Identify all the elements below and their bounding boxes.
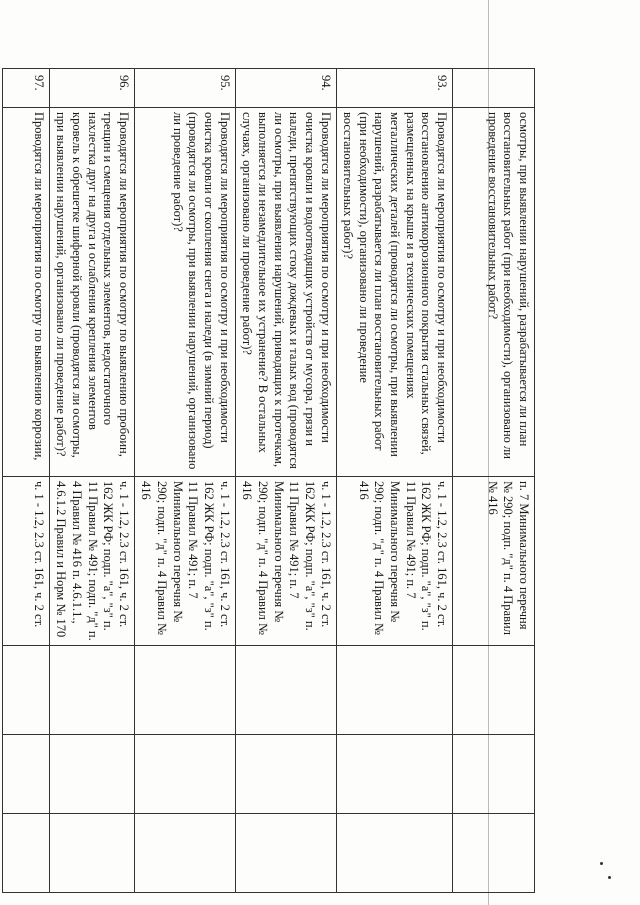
row-question: Проводятся ли мероприятия по осмотру и при необходимости очистка кровли и водоотводящих устройств от мусора, грязи и наледи, препятствующих стоку дождевых и талых вод (проводятся ли осмотры, при выявлении нарушений, приводящих к протечкам, выполняется ли незамедлительное их устранение? В остальных случаях, организовано ли проведение работ)? xyxy=(235,108,336,477)
row-number xyxy=(453,69,535,108)
answer-cell xyxy=(49,735,134,814)
row-question: Проводятся ли мероприятия по осмотру по выявлению коррозии, xyxy=(2,108,49,477)
rotated-table-wrapper xyxy=(31,68,535,838)
answer-cell xyxy=(49,814,134,893)
row-number: 94. xyxy=(235,69,336,108)
answer-cell xyxy=(2,735,49,814)
answer-cell xyxy=(134,646,235,735)
answer-cell xyxy=(336,735,452,814)
answer-cell xyxy=(134,735,235,814)
row-legal-reference: ч. 1 - 1.2, 2.3 ст. 161, ч. 2 ст. 162 ЖК РФ; подп. "а", "з" п. 11 Правил № 491; п. 7 Минимального перечня № 290; подп. "д" п. 4 Правил № 416 xyxy=(336,477,452,646)
answer-cell xyxy=(453,646,535,735)
table-row xyxy=(2,69,49,893)
answer-cell xyxy=(134,814,235,893)
row-question: Проводятся ли мероприятия по осмотру и при необходимости очистка кровли от скопления снега и наледи (в зимний период) (проводятся ли осмотры, при выявлении нарушений, организовано ли проведение работ)? xyxy=(134,108,235,477)
table-row xyxy=(134,69,235,893)
table-row xyxy=(336,69,452,893)
row-legal-reference: ч. 1 - 1.2, 2.3 ст. 161, ч. 2 ст. 162 ЖК РФ; подп. "а", "з" п. 11 Правил № 491; подп. "д" п. 4 Правил № 416 п. 4.6.1.1., 4.6.1.2 Правил и Норм № 170 xyxy=(49,477,134,646)
row-question: осмотры, при выявлении нарушений, разрабатывается ли план восстановительных работ (при необходимости), организовано ли проведение восстановительных работ? xyxy=(453,108,535,477)
row-number: 95. xyxy=(134,69,235,108)
scan-dot xyxy=(608,876,611,879)
row-legal-reference: п. 7 Минимального перечня № 290; подп. "д" п. 4 Правил № 416 xyxy=(453,477,535,646)
table-row xyxy=(235,69,336,893)
table-row xyxy=(453,69,535,893)
row-legal-reference: ч. 1 - 1.2, 2.3 ст. 161, ч. 2 ст. 162 ЖК РФ; подп. "а", "з" п. 11 Правил № 491; п. 7 Минимального перечня № 290; подп. "д" п. 4 Правил № 416 xyxy=(235,477,336,646)
answer-cell xyxy=(235,814,336,893)
answer-cell xyxy=(336,814,452,893)
table-row xyxy=(49,69,134,893)
row-question: Проводятся ли мероприятия по осмотру по выявлению пробоин, трещин и смещения отдельных элементов, недостаточного нахлестка друг на друга и ослабления крепления элементов кровель к обрешетке шиферной кровли (проводятся ли осмотры, при выявлении нарушений, организовано ли проведение работ)? xyxy=(49,108,134,477)
answer-cell xyxy=(453,814,535,893)
row-question: Проводятся ли мероприятия по осмотру и при необходимости восстановлению антикоррозионного покрытия стальных связей, размещенных на крыше и в технических помещениях металлических деталей (проводятся ли осмотры, при выявлении нарушений, разрабатывается ли план восстановительных работ (при необходимости), организовано ли проведение восстановительных работ)? xyxy=(336,108,452,477)
answer-cell xyxy=(49,646,134,735)
answer-cell xyxy=(2,646,49,735)
row-number: 93. xyxy=(336,69,452,108)
scan-dot xyxy=(600,862,603,865)
answer-cell xyxy=(235,646,336,735)
answer-cell xyxy=(235,735,336,814)
row-legal-reference: ч. 1 - 1.2, 2.3 ст. 161, ч. 2 ст. xyxy=(2,477,49,646)
row-number: 96. xyxy=(49,69,134,108)
answer-cell xyxy=(2,814,49,893)
answer-cell xyxy=(336,646,452,735)
inspection-checklist-table xyxy=(2,68,535,893)
row-number: 97. xyxy=(2,69,49,108)
answer-cell xyxy=(453,735,535,814)
row-legal-reference: ч. 1 - 1.2, 2.3 ст. 161, ч. 2 ст. 162 ЖК РФ; подп. "а", "з" п. 11 Правил № 491; п. 7 Минимального перечня № 290; подп. "д" п. 4 Правил № 416 xyxy=(134,477,235,646)
